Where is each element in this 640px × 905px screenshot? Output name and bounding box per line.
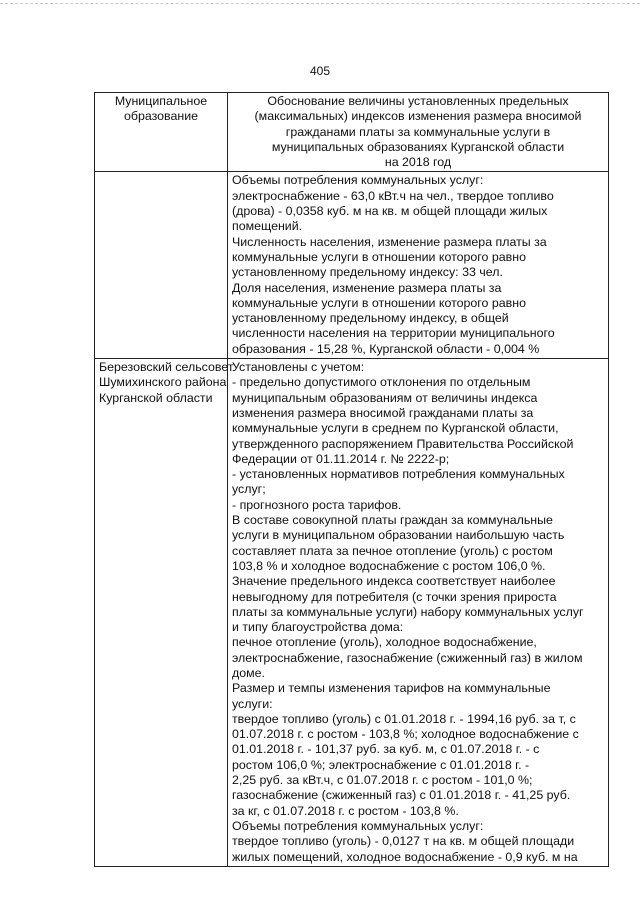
text-line: Размер и темпы изменения тарифов на коммунальные: [232, 681, 551, 696]
text-line: платы за коммунальные услуги) набору коммунальных услуг: [232, 604, 584, 619]
text-line: В составе совокупной платы граждан за коммунальные: [232, 513, 553, 528]
text-line: - предельно допустимого отклонения по отдельным: [232, 375, 531, 390]
text-line: установленному предельному индексу: 33 чел.: [232, 265, 503, 280]
text-line: муниципальных образованиях Курганской области: [271, 139, 565, 154]
text-line: изменения размера вносимой гражданами платы за: [232, 405, 534, 420]
text-line: Доля населения, изменение размера платы за: [232, 280, 502, 295]
text-line: услуги в муниципальном образовании наибольшую часть: [232, 528, 565, 543]
text-line: услуги:: [232, 696, 273, 711]
text-line: составляет плата за печное отопление (уголь) с ростом: [232, 543, 553, 558]
text-line: образование: [123, 109, 199, 124]
header-municipality: [95, 93, 228, 172]
text-line: 01.07.2018 г. с ростом - 103,8 %; холодное водоснабжение с: [232, 727, 579, 742]
text-line: на 2018 год: [384, 155, 452, 170]
table-header-row: [95, 93, 609, 172]
text-line: Обоснование величины установленных предельных: [267, 94, 569, 108]
text-line: 01.01.2018 г. - 101,37 руб. за куб. м, с 01.07.2018 г. - с: [232, 742, 540, 757]
text-line: доме.: [232, 665, 265, 680]
text-line: (дрова) - 0,0358 куб. м на кв. м общей площади жилых: [232, 204, 548, 219]
text-line: 2,25 руб. за кВт.ч, с 01.07.2018 г. с ростом - 101,0 %;: [232, 773, 533, 788]
text-line: Муниципальное: [114, 94, 208, 108]
text-line: коммунальные услуги в среднем по Курганской области,: [232, 421, 559, 436]
text-line: Численность населения, изменение размера платы за: [232, 234, 547, 249]
text-line: Федерации от 01.11.2014 г. № 2222-р;: [232, 451, 450, 466]
text-line: утвержденного распоряжением Правительства Российской: [232, 436, 574, 451]
text-line: Установлены с учетом:: [232, 360, 365, 375]
text-line: помещений.: [232, 219, 303, 234]
text-line: невыгодному для потребителя (с точки зрения прироста: [232, 589, 557, 604]
text-line: электроснабжение, газоснабжение (сжиженный газ) в жилом: [232, 650, 583, 665]
text-line: Березовский сельсовет: [99, 360, 234, 375]
text-line: печное отопление (уголь), холодное водоснабжение,: [232, 635, 537, 650]
text-line: твердое топливо (уголь) с 01.01.2018 г. - 1994,16 руб. за т, с: [232, 711, 576, 726]
justification-cell: [228, 359, 609, 867]
text-line: твердое топливо (уголь) - 0,0127 т на кв. м общей площади: [232, 834, 575, 849]
text-line: коммунальные услуги в отношении которого равно: [232, 249, 526, 264]
text-line: гражданами платы за коммунальные услуги в: [285, 124, 551, 139]
text-line: за кг, с 01.07.2018 г. с ростом - 103,8 %.: [232, 803, 459, 818]
table-row: [95, 172, 609, 359]
justification-cell: [228, 172, 609, 359]
text-line: образования - 15,28 %, Курганской области - 0,004 %: [232, 341, 540, 356]
text-line: Значение предельного индекса соответствует наиболее: [232, 574, 556, 589]
text-line: - установленных нормативов потребления коммунальных: [232, 467, 565, 482]
municipality-cell: [95, 359, 234, 867]
text-line: 103,8 % и холодное водоснабжение с ростом 106,0 %.: [232, 558, 546, 573]
text-line: Объемы потребления коммунальных услуг:: [232, 173, 484, 188]
text-line: муниципальным образованиям от величины индекса: [232, 390, 538, 405]
text-line: электроснабжение - 63,0 кВт.ч на чел., твердое топливо: [232, 188, 554, 203]
text-line: и типу благоустройства дома:: [232, 620, 404, 635]
text-line: газоснабжение (сжиженный газ) с 01.01.2018 г. - 41,25 руб.: [232, 788, 571, 803]
text-line: услуг;: [232, 482, 266, 497]
header-justification: [228, 93, 609, 172]
text-line: Шумихинского района: [99, 375, 227, 390]
municipality-cell: [95, 172, 228, 359]
text-line: жилых помещений, холодное водоснабжение - 0,9 куб. м на: [232, 849, 578, 864]
text-line: Объемы потребления коммунальных услуг:: [232, 818, 484, 833]
text-line: численности населения на территории муниципального: [232, 326, 555, 341]
text-line: Курганской области: [99, 390, 213, 405]
justification-table: [94, 92, 609, 867]
text-line: - прогнозного роста тарифов.: [232, 497, 402, 512]
page-number: 405: [309, 64, 331, 78]
table-row: [95, 359, 609, 867]
text-line: ростом 106,0 %; электроснабжение с 01.01.2018 г. -: [232, 757, 530, 772]
text-line: (максимальных) индексов изменения размера вносимой: [254, 109, 582, 124]
text-line: коммунальные услуги в отношении которого равно: [232, 295, 526, 310]
scan-edge-line: [0, 3, 640, 6]
text-line: установленному предельному индексу, в общей: [232, 311, 509, 326]
